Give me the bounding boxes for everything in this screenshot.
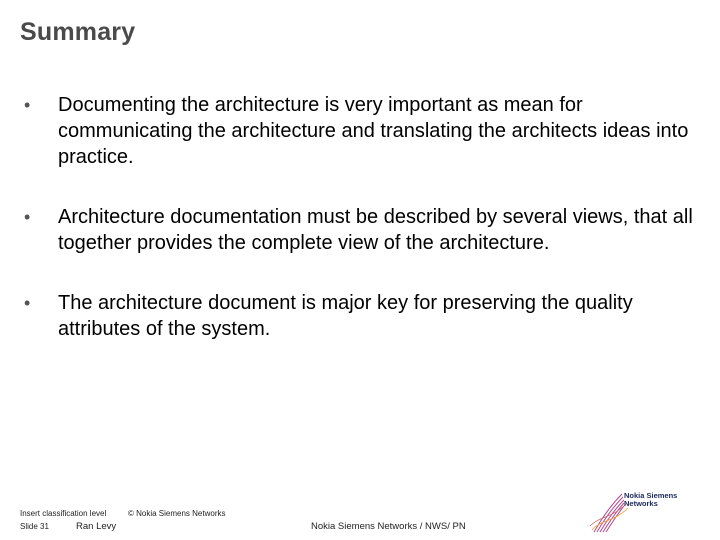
bullet-marker: • — [24, 95, 31, 115]
footer-author: Ran Levy — [76, 521, 117, 532]
bullet-text: Architecture documentation must be described by several views, that all together provides the complete view of the architecture. — [58, 206, 693, 254]
bullet-marker: • — [24, 293, 31, 313]
footer-classification: Insert classification level — [20, 509, 107, 518]
footer-slide-number: Slide 31 — [20, 522, 49, 531]
bullet-text: The architecture document is major key for preserving the quality attributes of the system. — [58, 292, 633, 340]
bullet-item — [24, 92, 694, 170]
bullet-item — [24, 290, 694, 342]
footer-copyright: © Nokia Siemens Networks — [128, 509, 226, 518]
footer-org-path: Nokia Siemens Networks / NWS/ PN — [311, 521, 466, 532]
slide-title: Summary — [20, 18, 136, 46]
bullet-text: Documenting the architecture is very important as mean for communicating the architecture and translating the architects ideas into practice. — [58, 94, 689, 168]
bullet-marker: • — [24, 207, 31, 227]
bullet-item — [24, 204, 694, 256]
logo-wordmark: Nokia Siemens Networks — [624, 491, 678, 508]
bullet-list — [24, 92, 694, 376]
